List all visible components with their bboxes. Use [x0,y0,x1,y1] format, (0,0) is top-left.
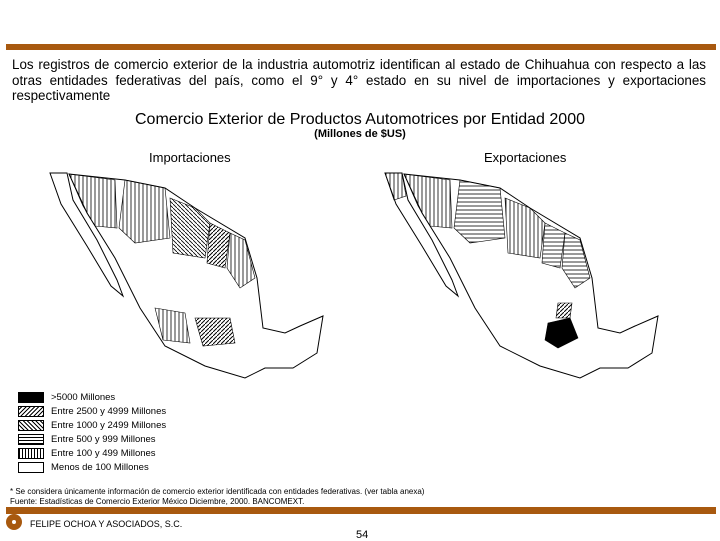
map-legend [18,390,166,474]
vertical-swatch-icon [18,448,44,459]
legend-item [18,390,166,404]
state-baja-california [385,173,406,200]
imports-map [45,168,335,388]
bottom-divider [6,507,716,514]
state-queretaro [556,303,572,318]
diag-left-swatch-icon [18,420,44,431]
legend-item [18,446,166,460]
legend-label: Entre 500 y 999 Millones [51,433,156,445]
legend-label: Entre 1000 y 2499 Millones [51,419,167,431]
legend-item [18,418,166,432]
source: Fuente: Estadísticas de Comercio Exterior México Diciembre, 2000. BANCOMEXT. [10,497,305,506]
state-coahuila [505,198,545,258]
legend-label: Menos de 100 Millones [51,461,149,473]
intro-paragraph: Los registros de comercio exterior de la industria automotriz identifican al estado de Chihuahua con respecto a las otras entidades federativas del país, como el 9° y 4° estado en su nivel de importaciones y exportaciones respectivamente [12,57,706,103]
firm-name: FELIPE OCHOA Y ASOCIADOS, S.C. [30,519,183,529]
firm-logo-icon [6,514,22,530]
horizontal-swatch-icon [18,434,44,445]
exports-map [380,168,670,388]
legend-label: Entre 100 y 499 Millones [51,447,156,459]
solid-swatch-icon [18,392,44,403]
chart-subtitle: (Millones de $US) [314,128,406,140]
state-chihuahua [119,180,170,243]
state-coahuila [170,198,210,258]
imports-map-label: Importaciones [149,150,231,165]
chart-title: Comercio Exterior de Productos Automotrices por Entidad 2000 [134,111,585,128]
legend-label: >5000 Millones [51,391,116,403]
legend-item [18,404,166,418]
footnote: * Se considera únicamente información de comercio exterior identificada con entidades federativas. (ver tabla anexa) [10,487,425,496]
notes [10,487,424,507]
top-divider [6,44,716,50]
legend-item [18,432,166,446]
legend-label: Entre 2500 y 4999 Millones [51,405,167,417]
page-number: 54 [356,529,369,541]
diag-right-swatch-icon [18,406,44,417]
exports-map-label: Exportaciones [484,150,567,165]
empty-swatch-icon [18,462,44,473]
legend-item [18,460,166,474]
state-chihuahua [454,180,505,243]
